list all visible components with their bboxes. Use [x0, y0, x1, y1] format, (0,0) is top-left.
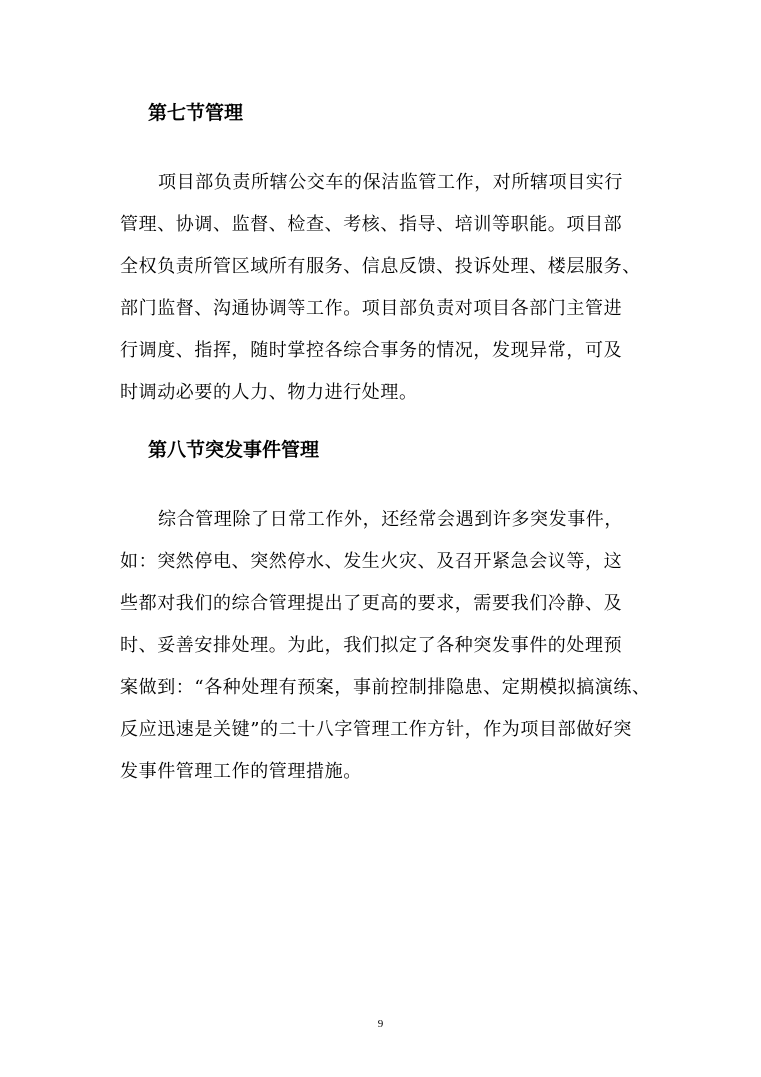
paragraph-line: 反应迅速是关键”的二十八字管理工作方针，作为项目部做好突 — [120, 719, 632, 740]
paragraph-line: 时调动必要的人力、物力进行处理。 — [120, 382, 418, 403]
paragraph-line: 些都对我们的综合管理提出了更高的要求，需要我们冷静、及 — [120, 593, 623, 614]
paragraph-line: 时、妥善安排处理。为此，我们拟定了各种突发事件的处理预 — [120, 635, 623, 656]
paragraph-line: 案做到：“各种处理有预案，事前控制排隐患、定期模拟搞演练、 — [120, 677, 651, 698]
paragraph-line: 行调度、指挥，随时掌控各综合事务的情况，发现异常，可及 — [120, 340, 623, 361]
section-7-heading: 第七节管理 — [148, 102, 244, 124]
paragraph-line: 全权负责所管区域所有服务、信息反馈、投诉处理、楼层服务、 — [120, 256, 641, 277]
paragraph-line: 如：突然停电、突然停水、发生火灾、及召开紧急会议等，这 — [120, 551, 623, 572]
paragraph-line: 管理、协调、监督、检查、考核、指导、培训等职能。项目部 — [120, 214, 623, 235]
section-8-heading: 第八节突发事件管理 — [148, 439, 320, 461]
paragraph-line: 部门监督、沟通协调等工作。项目部负责对项目各部门主管进 — [120, 298, 623, 319]
page-number: 9 — [377, 1018, 384, 1030]
paragraph-line: 综合管理除了日常工作外，还经常会遇到许多突发事件， — [158, 509, 623, 530]
paragraph-line: 项目部负责所辖公交车的保洁监管工作，对所辖项目实行 — [158, 172, 623, 193]
paragraph-line: 发事件管理工作的管理措施。 — [120, 761, 362, 782]
